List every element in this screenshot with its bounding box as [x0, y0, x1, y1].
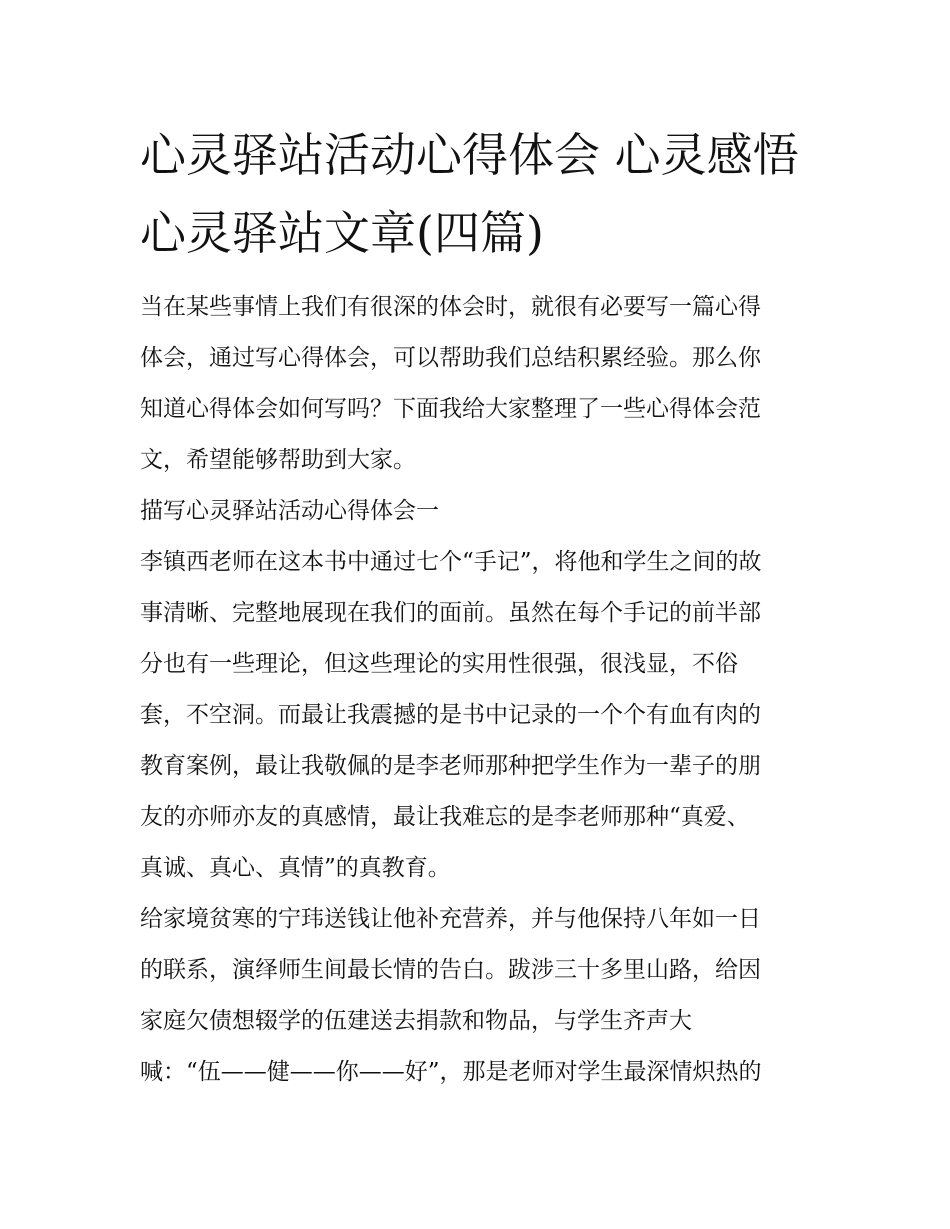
- text-line: 真诚、真心、真情”的真教育。: [140, 855, 451, 881]
- text-line: 分也有一些理论，但这些理论的实用性很强，很浅显，不俗: [140, 651, 738, 677]
- text-line: 的联系，演绎师生间最长情的告白。跋涉三十多里山路，给因: [140, 957, 761, 983]
- document-title: 心灵驿站活动心得体会 心灵感悟 心灵驿站文章(四篇): [140, 128, 799, 260]
- text-line: 当在某些事情上我们有很深的体会时，就很有必要写一篇心得: [140, 294, 761, 320]
- text-line: 体会，通过写心得体会，可以帮助我们总结积累经验。那么你: [140, 345, 761, 371]
- text-line: 友的亦师亦友的真感情，最让我难忘的是李老师那种“真爱、: [140, 804, 750, 830]
- text-line: 喊：“伍——健——你——好”，那是老师对学生最深情炽热的: [140, 1059, 762, 1085]
- document-body: [140, 282, 820, 1098]
- text-line: 文，希望能够帮助到大家。: [140, 447, 416, 473]
- text-line: 事清晰、完整地展现在我们的面前。虽然在每个手记的前半部: [140, 600, 761, 626]
- text-line: 李镇西老师在这本书中通过七个“手记”，将他和学生之间的故: [140, 549, 762, 575]
- text-line: 给家境贫寒的宁玮送钱让他补充营养，并与他保持八年如一日: [140, 906, 761, 932]
- section-heading: 描写心灵驿站活动心得体会一: [140, 498, 439, 524]
- text-line: 教育案例，最让我敬佩的是李老师那种把学生作为一辈子的朋: [140, 753, 761, 779]
- text-line: 套，不空洞。而最让我震撼的是书中记录的一个个有血有肉的: [140, 702, 761, 728]
- document-content: [140, 116, 820, 1098]
- text-line: 家庭欠债想辍学的伍建送去捐款和物品，与学生齐声大: [140, 1008, 692, 1034]
- text-line: 知道心得体会如何写吗？下面我给大家整理了一些心得体会范: [140, 396, 761, 422]
